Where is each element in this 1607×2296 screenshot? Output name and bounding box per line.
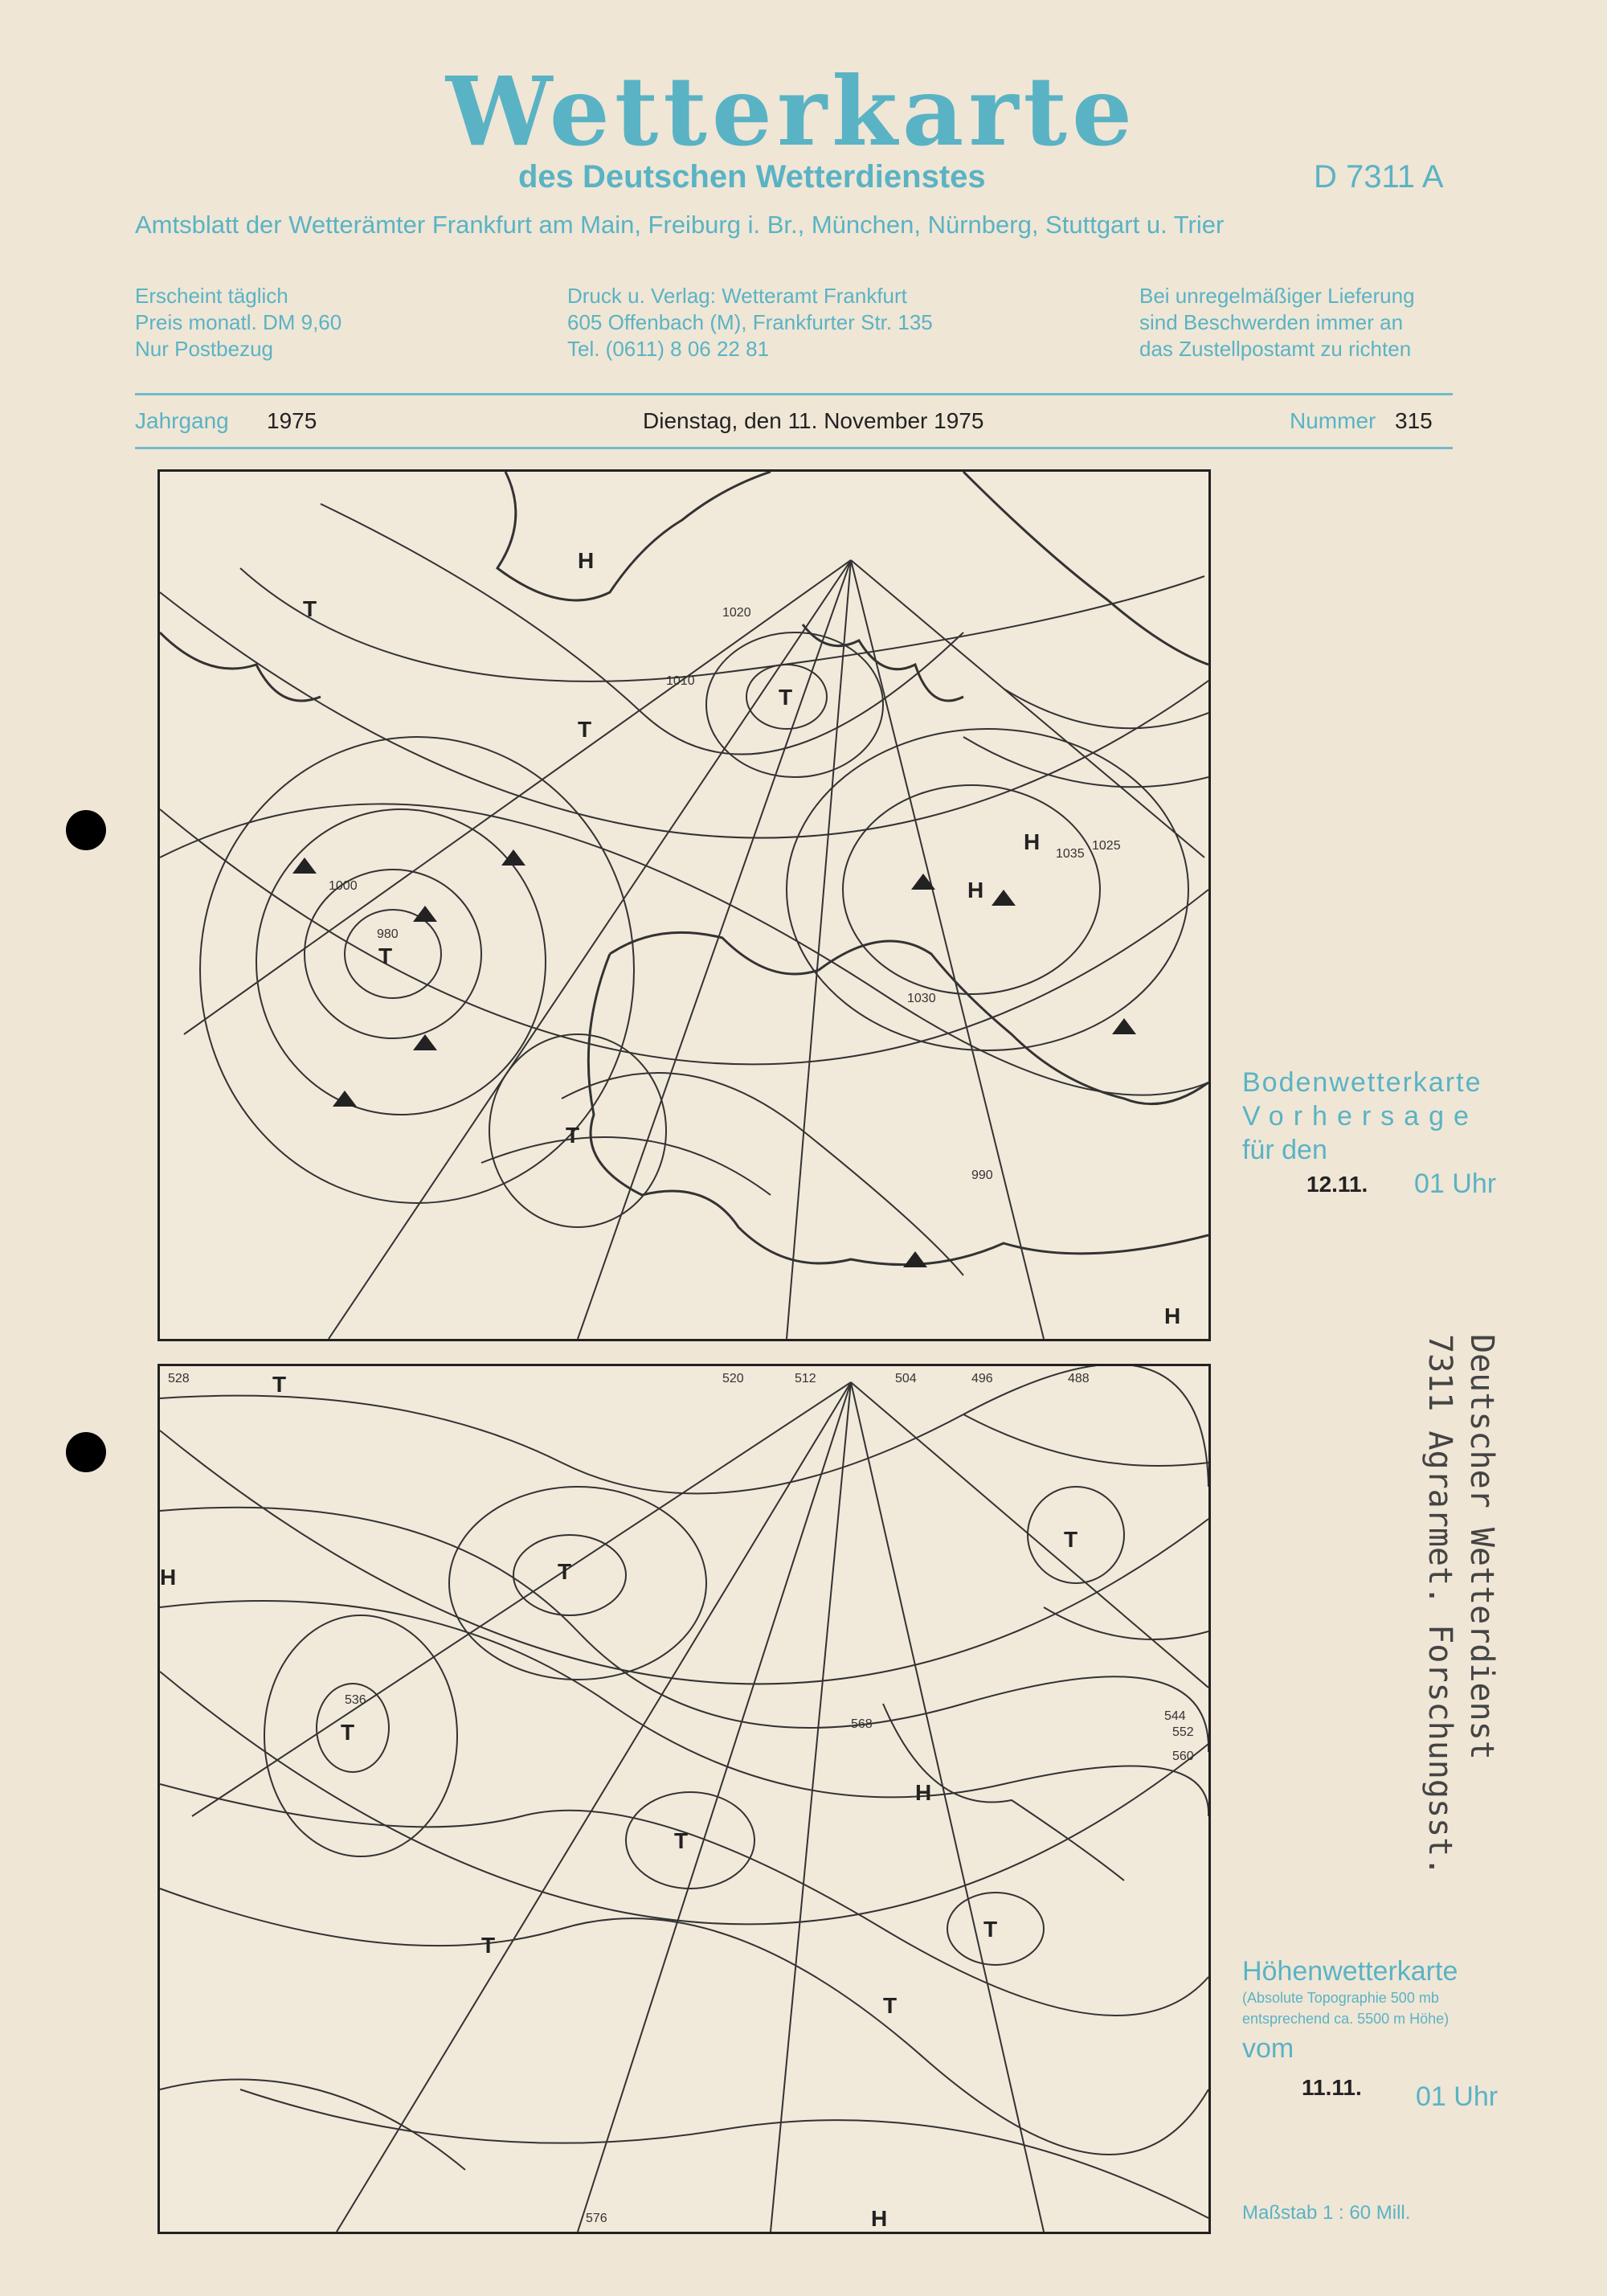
map1-caption-title: Bodenwetterkarte [1242, 1067, 1482, 1098]
map1-caption-for: für den [1242, 1135, 1327, 1165]
height-center: H [871, 2206, 888, 2231]
contour-label: 488 [1068, 1372, 1090, 1385]
pressure-center: T [779, 685, 793, 710]
jahrgang-label: Jahrgang [135, 408, 229, 433]
contour-label: 504 [895, 1372, 917, 1385]
height-center: T [983, 1917, 998, 1942]
map2-date: 11.11. [1302, 2075, 1362, 2100]
pressure-center: H [1024, 829, 1041, 854]
isobar-label: 1030 [907, 992, 936, 1005]
issue-date: Dienstag, den 11. November 1975 [643, 408, 984, 433]
height-center: T [1064, 1527, 1078, 1552]
info-line: Bei unregelmäßiger Lieferung [1139, 284, 1415, 308]
height-center: T [272, 1372, 287, 1397]
contour-label: 496 [971, 1372, 993, 1385]
rule-top [135, 393, 1453, 395]
map1-time: 01 Uhr [1414, 1168, 1497, 1199]
contour-label: 536 [345, 1693, 366, 1707]
pressure-center: T [303, 596, 317, 621]
height-center: H [160, 1565, 177, 1590]
info-line: das Zustellpostamt zu richten [1139, 337, 1412, 361]
pressure-center: T [566, 1123, 580, 1148]
map2-caption-note: entsprechend ca. 5500 m Höhe) [1242, 2011, 1450, 2027]
map1-caption-subtitle: Vorhersage [1242, 1101, 1478, 1132]
pressure-center: T [578, 717, 592, 742]
map2-caption-title: Höhenwetterkarte [1242, 1956, 1458, 1987]
pressure-center: H [967, 878, 984, 902]
contour-label: 568 [851, 1717, 873, 1731]
info-line: Druck u. Verlag: Wetteramt Frankfurt [567, 284, 907, 308]
isobar-label: 1010 [666, 674, 695, 688]
contour-label: 576 [586, 2212, 607, 2225]
info-line: 605 Offenbach (M), Frankfurter Str. 135 [567, 310, 933, 334]
map2-caption-from: vom [1242, 2033, 1294, 2064]
upper-air-map-drawing [160, 1366, 1208, 2232]
contour-label: 512 [795, 1372, 816, 1385]
info-line: Preis monatl. DM 9,60 [135, 310, 342, 334]
publication-code: D 7311 A [1314, 159, 1444, 194]
map2-caption-note: (Absolute Topographie 500 mb [1242, 1990, 1439, 2006]
library-stamp [1410, 1334, 1500, 1945]
stamp-line: Deutscher Wetterdienst [1463, 1334, 1500, 1760]
contour-label: 560 [1172, 1750, 1194, 1763]
map2-time: 01 Uhr [1416, 2081, 1499, 2112]
punch-hole [66, 1432, 106, 1472]
punch-hole [66, 810, 106, 850]
height-center: T [558, 1559, 572, 1584]
stamp-line: 7311 Agrarmet. Forschungsst. [1421, 1334, 1458, 1876]
info-line: Tel. (0611) 8 06 22 81 [567, 337, 770, 361]
contour-label: 544 [1164, 1709, 1186, 1723]
isobar-label: 1020 [722, 606, 751, 620]
isobar-label: 980 [377, 927, 399, 941]
contour-label: 552 [1172, 1725, 1194, 1739]
contour-label: 520 [722, 1372, 744, 1385]
contour-label: 528 [168, 1372, 190, 1385]
pressure-center: T [378, 943, 393, 968]
isobar-label: 1025 [1092, 839, 1121, 853]
map-scale: Maßstab 1 : 60 Mill. [1242, 2202, 1411, 2224]
jahrgang-value: 1975 [267, 408, 317, 433]
page-subtitle: des Deutschen Wetterdienstes [518, 159, 986, 194]
surface-map-drawing [160, 472, 1208, 1339]
height-center: T [674, 1828, 689, 1853]
info-line: sind Beschwerden immer an [1139, 310, 1404, 334]
rule-bottom [135, 447, 1453, 449]
info-line: Erscheint täglich [135, 284, 288, 308]
height-center: T [883, 1993, 898, 2018]
pressure-center: H [578, 548, 595, 573]
page-title: Wetterkarte [445, 55, 1138, 167]
publication-info [135, 283, 341, 362]
height-center: T [341, 1720, 355, 1745]
isobar-label: 990 [971, 1168, 993, 1182]
height-center: T [481, 1933, 496, 1958]
isobar-label: 1035 [1056, 847, 1085, 861]
delivery-info [1139, 283, 1415, 362]
info-line: Nur Postbezug [135, 337, 273, 361]
isobar-label: 1000 [329, 879, 358, 893]
nummer-label: Nummer [1290, 408, 1376, 433]
height-center: H [915, 1780, 932, 1805]
publisher-info [567, 283, 933, 362]
surface-weather-map [157, 469, 1211, 1341]
amtsblatt-line: Amtsblatt der Wetterämter Frankfurt am Main, Freiburg i. Br., München, Nürnberg, Stuttgart u. Trier [135, 211, 1225, 239]
pressure-center: H [1164, 1304, 1181, 1328]
nummer-value: 315 [1395, 408, 1433, 433]
map1-date: 12.11. [1306, 1172, 1368, 1197]
upper-air-weather-map [157, 1364, 1211, 2234]
